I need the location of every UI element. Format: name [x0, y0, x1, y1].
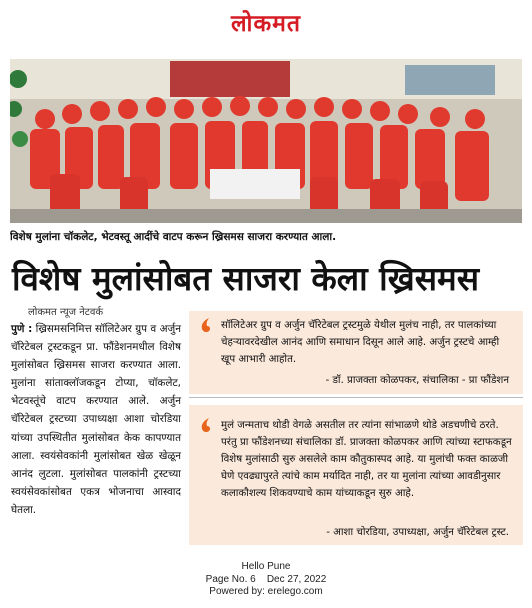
quote-box-1 [189, 311, 523, 394]
quote-icon [200, 417, 214, 433]
dateline: पुणे : [11, 323, 33, 335]
page-footer [0, 561, 532, 599]
powered-by: Powered by: erelego.com [209, 586, 323, 597]
edition-name: Hello Pune [241, 561, 291, 572]
masthead [0, 0, 532, 44]
article-body-text: ख्रिसमसनिमित्त सॉलिटेअर ग्रुप व अर्जुन चॅरिटेबल ट्रस्टकडून प्रा. फौंडेशनमधील विशेष मुलांसोबत ख्रिसमस साजरा करण्यात आला. मुलांना सांताक्लॉजकडून टोप्या, चॉकलेट, भेटवस्तूंचे वाटप करण्यात आले. अर्जुन चॅरिटेबल ट्रस्टच्या उपाध्यक्षा आशा चोरडिया यांच्या उपस्थितीत मुलांसोबत केक कापण्यात आला. स्वयंसेवकांनी मुलांसोबत खेळ खेळून आनंद लुटला. मुलांसोबत पालकांनी ट्रस्टच्या स्वयंसेवकांसोबत एकत्र भोजनाचा आस्वाद घेतला. [11, 323, 181, 516]
lokmat-logo: लोकमत [230, 10, 302, 37]
photo-caption: विशेष मुलांना चॉकलेट, भेटवस्तू आदींचे वाटप करून ख्रिसमस साजरा करण्यात आला. [10, 231, 337, 243]
byline: लोकमत न्यूज नेटवर्क [28, 307, 104, 318]
event-photo [10, 59, 522, 223]
quote-box-2 [189, 405, 523, 545]
quote-1-text: सॉलिटेअर ग्रुप व अर्जुन चॅरिटेबल ट्रस्टमुळे येथील मुलंच नाही, तर पालकांच्या चेहऱ्यावरदेखील आनंद आणि समाधान दिसून आले आहे. अर्जुन ट्रस्टचे आम्ही खूप आभारी आहोत. [221, 320, 500, 365]
divider [189, 397, 523, 398]
quote-1-attribution: - डॉ. प्राजक्ता कोळपकर, संचालिका - प्रा फौंडेशन [325, 375, 509, 386]
article-body [11, 320, 181, 519]
quote-icon [200, 317, 214, 333]
page-date: Page No. 6 Dec 27, 2022 [205, 573, 327, 585]
quote-2-text: मुलं जन्मताच थोडी वेगळे असतील तर त्यांना सांभाळणे थोडे अडचणीचे ठरते. परंतु प्रा फौंडेशनच्या संचालिका डॉ. प्राजक्ता कोळपकर आणि त्यांच्या स्टाफकडून विशेष मुलांसाठी सुरु असलेले काम कौतुकास्पद आहे. या मुलांची फक्त काळजी घेणे एवढ्यापुरते त्यांचे काम मर्यादित नाही, तर या मुलांना त्यांच्या आवडीनुसार कलाकौशल्य शिकवण्याचे काम यांच्याकडून सुरु आहे. [221, 420, 512, 499]
headline: विशेष मुलांसोबत साजरा केला ख्रिसमस [12, 259, 480, 298]
quote-2-attribution: - आशा चोरडिया, उपाध्यक्षा, अर्जुन चॅरिटेबल ट्रस्ट. [326, 527, 509, 538]
